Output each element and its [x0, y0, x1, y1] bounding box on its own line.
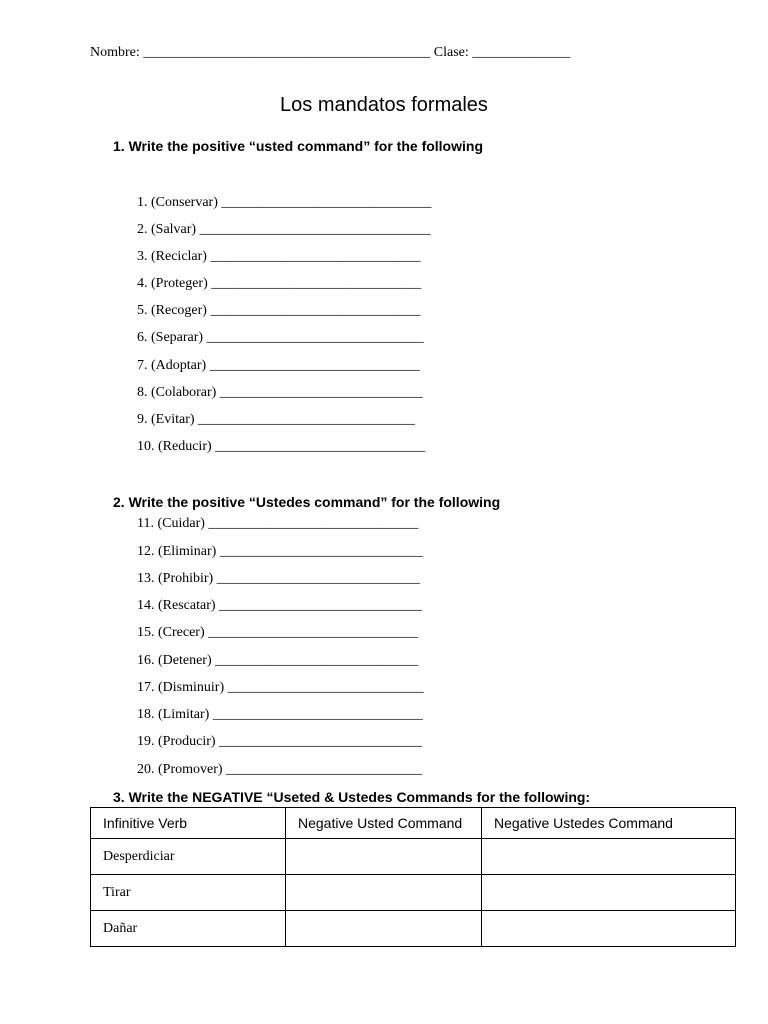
usted-answer-cell[interactable]: [286, 839, 482, 875]
negative-commands-table: [90, 807, 736, 947]
ustedes-answer-cell[interactable]: [482, 875, 736, 911]
section-2-item-15[interactable]: 15. (Crecer) ______________________________: [137, 625, 419, 640]
ustedes-answer-cell[interactable]: [482, 839, 736, 875]
section-1-item-2[interactable]: 2. (Salvar) _________________________________: [137, 222, 431, 237]
section-2-item-20[interactable]: 20. (Promover) ____________________________: [137, 762, 423, 777]
table-row: [91, 839, 736, 875]
section-1-item-5[interactable]: 5. (Recoger) ______________________________: [137, 303, 421, 318]
section-1-item-1[interactable]: 1. (Conservar) ______________________________: [137, 195, 432, 210]
section-1-item-8[interactable]: 8. (Colaborar) _____________________________: [137, 385, 423, 400]
section-2-item-14[interactable]: 14. (Rescatar) _____________________________: [137, 598, 423, 613]
clase-field[interactable]: Clase: ______________: [433, 45, 571, 60]
section-2-item-18[interactable]: 18. (Limitar) ______________________________: [137, 707, 423, 722]
name-class-line: [90, 45, 570, 61]
usted-answer-cell[interactable]: [286, 911, 482, 947]
section-2-heading: 2. Write the positive “Ustedes command” for the following: [113, 494, 501, 510]
page-title: Los mandatos formales: [280, 94, 488, 116]
section-1-item-7[interactable]: 7. (Adoptar) ______________________________: [137, 358, 420, 373]
infinitive-verb-cell: Tirar: [91, 875, 286, 911]
column-header-negative-ustedes: Negative Ustedes Command: [482, 808, 736, 839]
section-1-item-3[interactable]: 3. (Reciclar) ______________________________: [137, 249, 421, 264]
section-1-heading: 1. Write the positive “usted command” for the following: [113, 138, 483, 154]
column-header-infinitive: Infinitive Verb: [91, 808, 286, 839]
usted-answer-cell[interactable]: [286, 875, 482, 911]
nombre-field[interactable]: Nombre: _________________________________________: [90, 45, 431, 60]
table-row: [91, 875, 736, 911]
column-header-negative-usted: Negative Usted Command: [286, 808, 482, 839]
ustedes-answer-cell[interactable]: [482, 911, 736, 947]
table-row: [91, 911, 736, 947]
section-2-item-11[interactable]: 11. (Cuidar) ______________________________: [137, 516, 419, 531]
section-3-heading: 3. Write the NEGATIVE “Useted & Ustedes Commands for the following:: [113, 789, 591, 805]
infinitive-verb-cell: Desperdiciar: [91, 839, 286, 875]
section-1-item-10[interactable]: 10. (Reducir) ______________________________: [137, 439, 426, 454]
section-1-item-9[interactable]: 9. (Evitar) _______________________________: [137, 412, 416, 427]
section-1-item-6[interactable]: 6. (Separar) _______________________________: [137, 330, 424, 345]
section-1-item-4[interactable]: 4. (Proteger) ______________________________: [137, 276, 422, 291]
section-2-item-12[interactable]: 12. (Eliminar) _____________________________: [137, 544, 423, 559]
section-2-item-17[interactable]: 17. (Disminuir) ____________________________: [137, 680, 424, 695]
section-2-item-16[interactable]: 16. (Detener) _____________________________: [137, 653, 419, 668]
section-2-item-13[interactable]: 13. (Prohibir) _____________________________: [137, 571, 420, 586]
section-2-item-19[interactable]: 19. (Producir) _____________________________: [137, 734, 423, 749]
table-header-row: [91, 808, 736, 839]
infinitive-verb-cell: Dañar: [91, 911, 286, 947]
